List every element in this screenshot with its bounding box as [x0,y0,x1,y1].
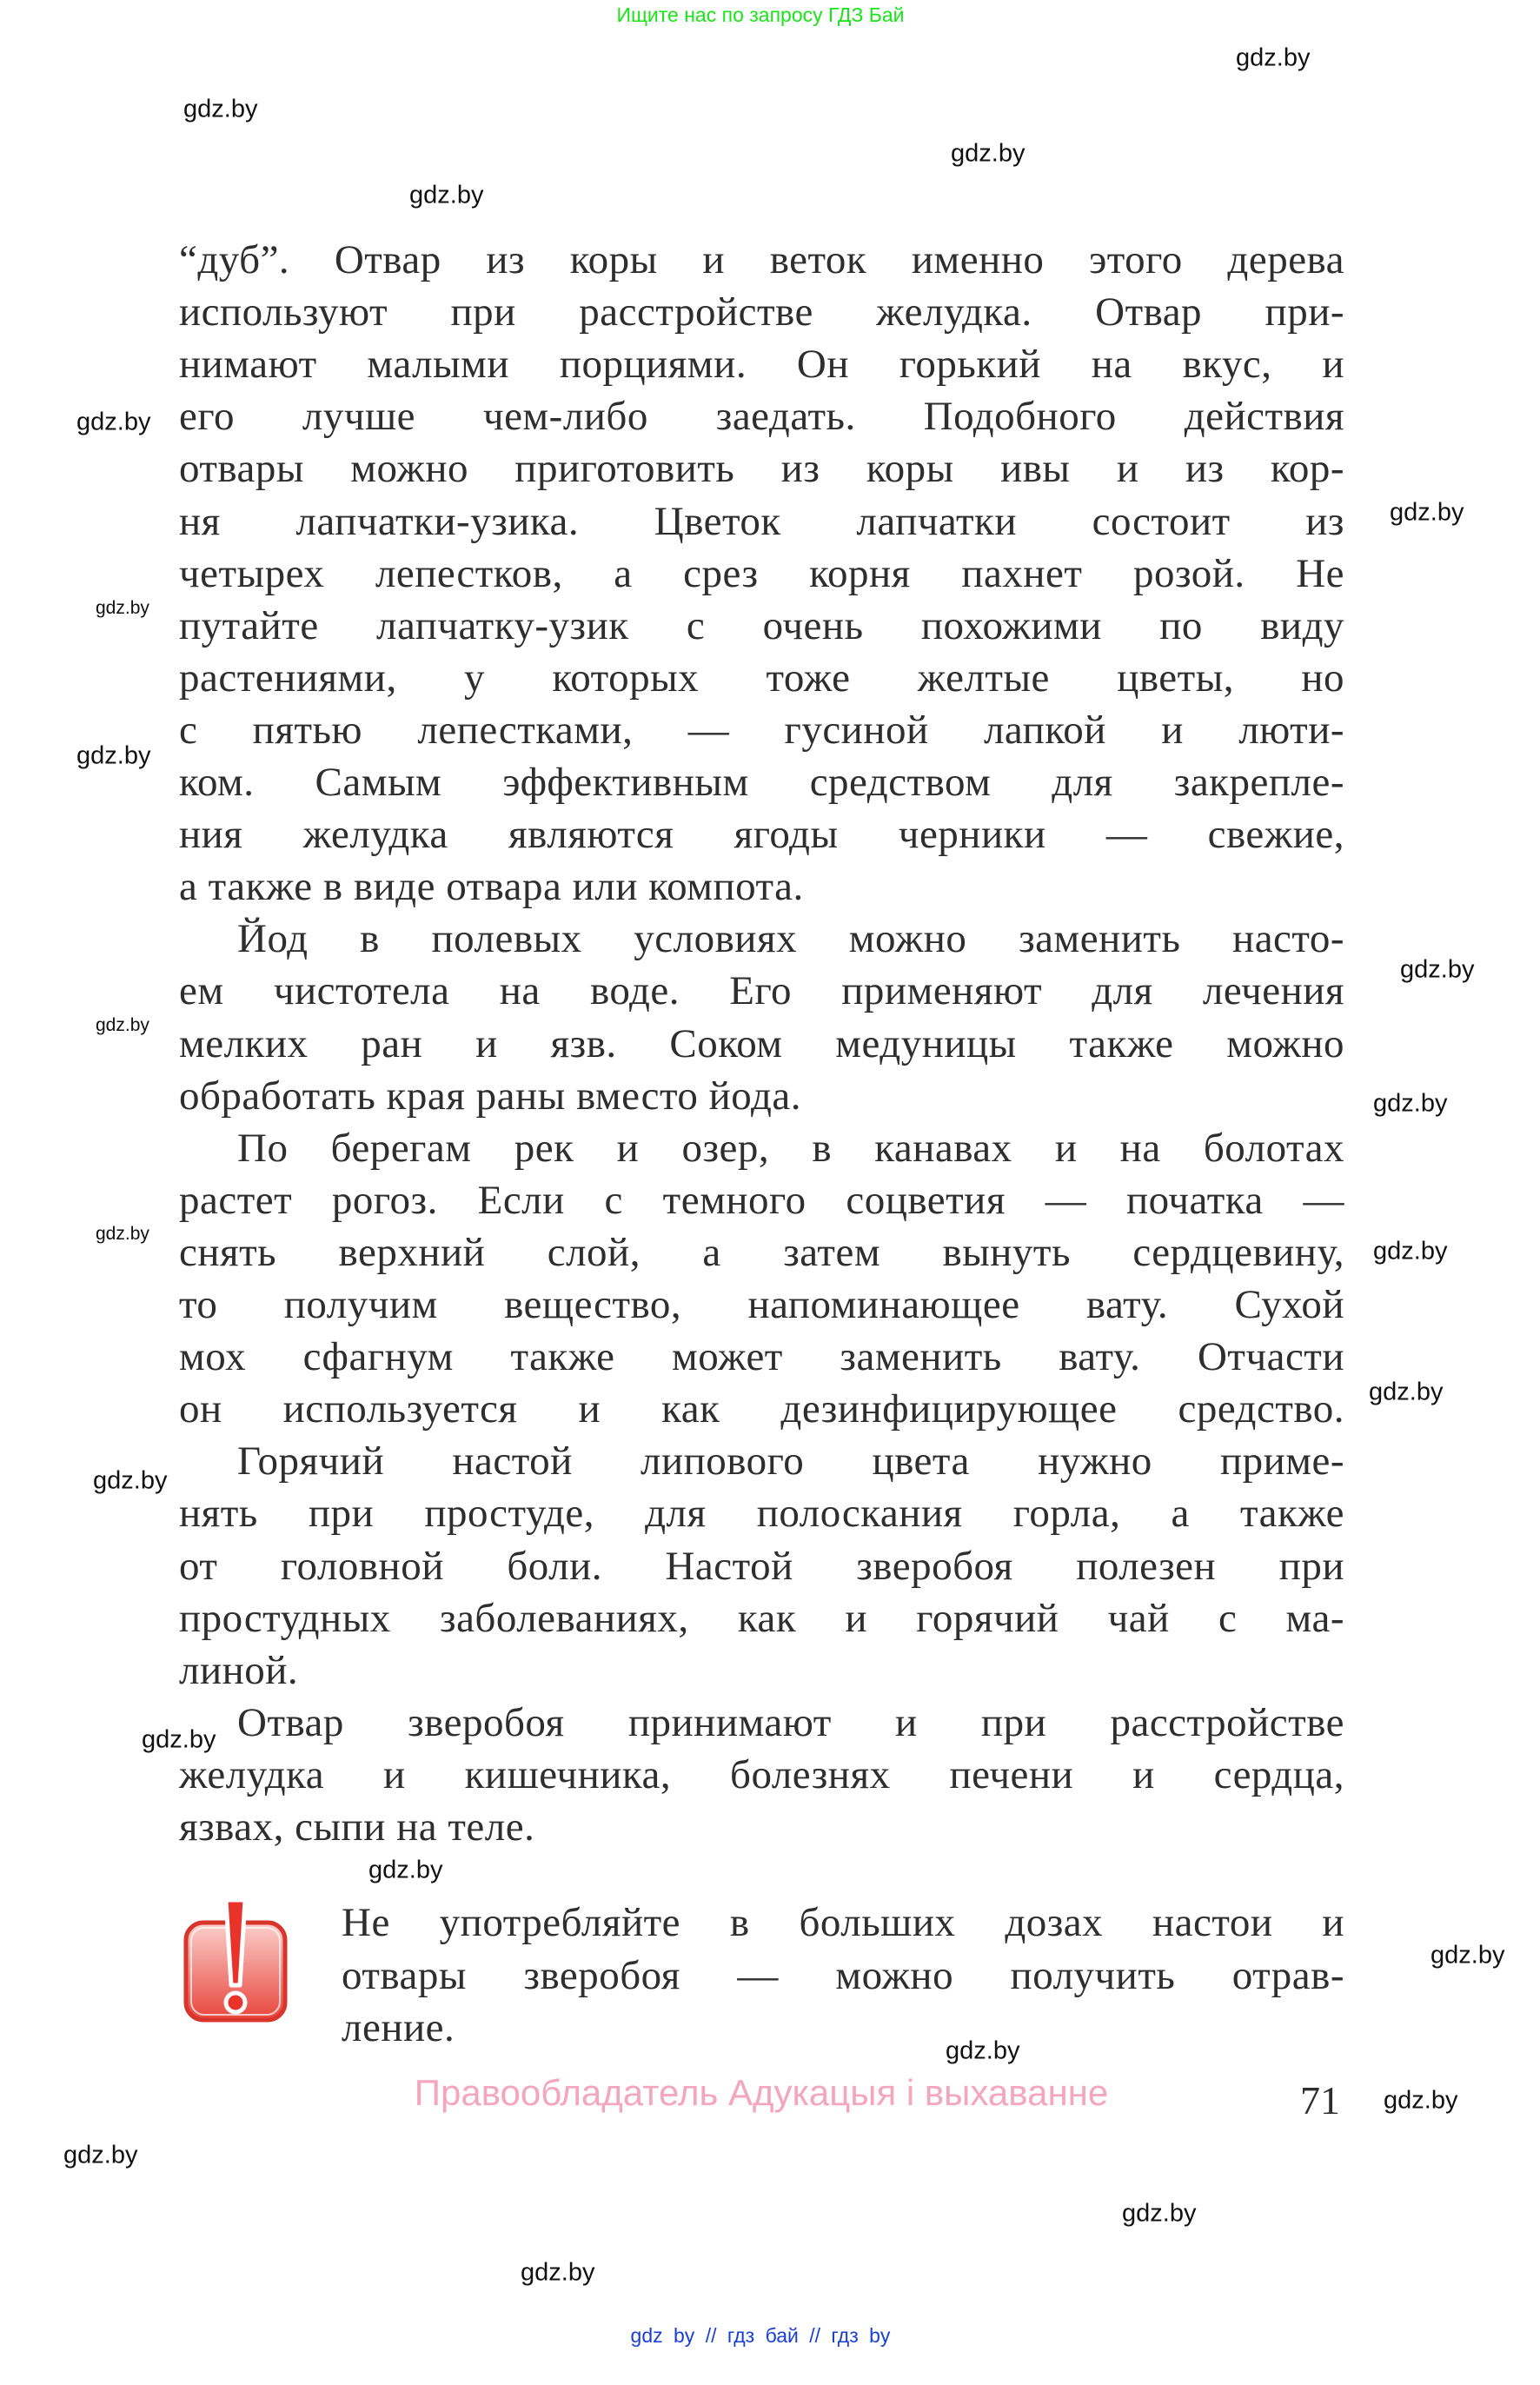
text-line: с пятью лепестками, — гусиной лапкой и люти- [179,707,1344,753]
watermark: gdz.by [96,1224,149,1244]
text-line: снять верхний слой, а затем вынуть сердцевину, [179,1229,1344,1275]
watermark: gdz.by [409,181,484,209]
text-line: По берегам рек и озер, в канавах и на болотах [237,1125,1344,1171]
watermark: gdz.by [1390,498,1464,527]
watermark: gdz.by [1236,43,1311,72]
text-line: от головной боли. Настой зверобоя полезен при [179,1543,1344,1589]
watermark: gdz.by [521,2258,595,2287]
text-line: нять при простуде, для полоскания горла, а также [179,1491,1344,1537]
watermark: gdz.by [96,598,149,618]
text-line: его лучше чем-либо заедать. Подобного действия [179,394,1344,440]
watermark: gdz.by [951,139,1026,168]
text-line: то получим вещество, напоминающее вату. Сухой [179,1282,1344,1327]
watermark: gdz.by [96,1015,149,1035]
warning-line: Не употребляйте в больших дозах настои и [342,1900,1344,1945]
warning-line: отвары зверобоя — можно получить отрав- [342,1952,1344,1998]
text-line: он используется и как дезинфицирующее средство. [179,1386,1344,1432]
watermark: gdz.by [93,1466,168,1495]
text-line: ком. Самым эффективным средством для закрепле- [179,760,1344,805]
text-line: путайте лапчатку-узик с очень похожими по виду [179,602,1344,648]
watermark: gdz.by [63,2141,138,2169]
text-line: а также в виде отвара или компота. [179,864,804,910]
bottom-banner[interactable]: gdz by // гдз бай // гдз by [630,2324,891,2347]
text-line: используют при расстройстве желудка. Отвар при- [179,289,1344,335]
watermark: gdz.by [76,408,151,436]
text-line: Горячий настой липового цвета нужно приме- [237,1438,1344,1485]
text-line: желудка и кишечника, болезнях печени и сердца, [179,1751,1344,1797]
text-line: отвары можно приготовить из коры ивы и из кор- [179,446,1344,492]
watermark: gdz.by [1122,2199,1197,2228]
text-line: простудных заболеваниях, как и горячий чай с ма- [179,1595,1344,1641]
text-line: мох сфагнум также может заменить вату. Отчасти [179,1334,1344,1380]
watermark: gdz.by [946,2036,1020,2065]
text-line: четырех лепестков, а срез корня пахнет розой. Не [179,550,1344,596]
top-banner[interactable]: Ищите нас по запросу ГДЗ Бай [616,3,905,26]
watermark: gdz.by [1384,2086,1458,2115]
watermark: gdz.by [1430,1941,1505,1970]
watermark: gdz.by [1369,1378,1444,1406]
exclamation-icon [181,1895,290,2025]
warning-line: ление. [342,2005,455,2050]
text-line: “дуб”. Отвар из коры и веток именно этого дерева [179,237,1344,282]
text-line: линой. [179,1647,299,1693]
watermark: gdz.by [76,741,151,770]
text-line: мелких ран и язв. Соком медуницы также можно [179,1020,1344,1066]
text-line: ем чистотела на воде. Его применяют для лечения [179,968,1344,1014]
text-line: нимают малыми порциями. Он горький на вкус, и [179,342,1344,388]
text-line: растениями, у которых тоже желтые цветы, но [179,654,1344,701]
text-line: растет рогоз. Если с темного соцветия — початка — [179,1177,1344,1223]
watermark: gdz.by [183,95,258,123]
text-line: обработать края раны вместо йода. [179,1073,801,1119]
text-line: ня лапчатки-узика. Цветок лапчатки состоит из [179,498,1344,544]
watermark: gdz.by [142,1725,216,1754]
page-number: 71 [1300,2078,1340,2123]
text-line: язвах, сыпи на теле. [179,1804,535,1850]
watermark: gdz.by [1400,955,1475,984]
copyright-notice: Правообладатель Адукацыя і выхаванне [414,2072,1109,2113]
text-line: Отвар зверобоя принимают и при расстройстве [237,1699,1344,1745]
watermark: gdz.by [1373,1237,1448,1266]
watermark: gdz.by [368,1856,443,1884]
text-line: Йод в полевых условиях можно заменить насто- [237,916,1344,962]
watermark: gdz.by [1373,1089,1448,1118]
text-line: ния желудка являются ягоды черники — свежие, [179,812,1344,858]
